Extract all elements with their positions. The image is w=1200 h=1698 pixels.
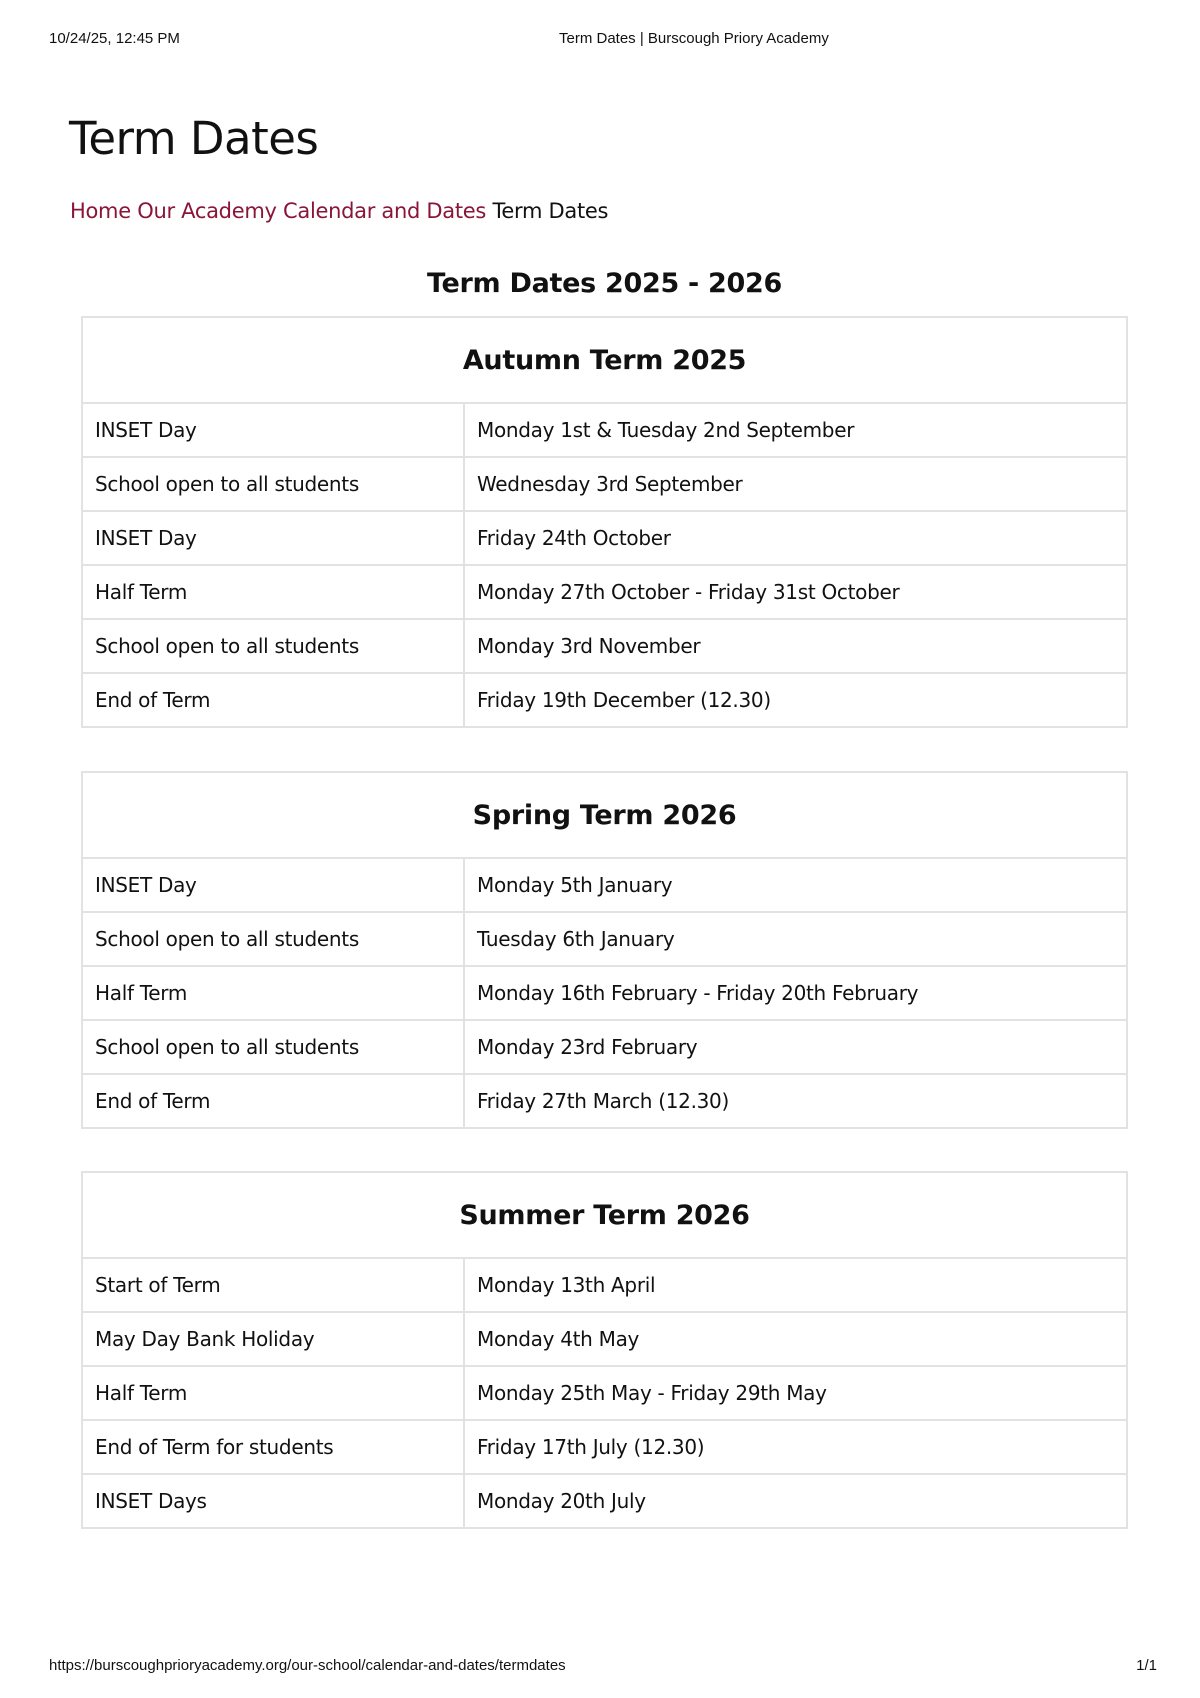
autumn-term-table <box>81 316 1128 728</box>
date-cell: Monday 1st & Tuesday 2nd September <box>464 403 1127 457</box>
date-cell: Monday 13th April <box>464 1258 1127 1312</box>
summer-term-table <box>81 1171 1128 1529</box>
date-cell: Friday 17th July (12.30) <box>464 1420 1127 1474</box>
table-row <box>82 1074 1127 1128</box>
breadcrumb-link-our-academy[interactable]: Our Academy <box>137 199 277 223</box>
breadcrumb <box>70 199 608 223</box>
print-header <box>49 30 1160 50</box>
table-row <box>82 457 1127 511</box>
date-cell: Friday 24th October <box>464 511 1127 565</box>
term-header-row <box>82 317 1127 403</box>
term-header-row <box>82 772 1127 858</box>
table-row <box>82 1020 1127 1074</box>
event-cell: May Day Bank Holiday <box>82 1312 464 1366</box>
event-cell: Half Term <box>82 565 464 619</box>
page-title: Term Dates <box>69 112 319 165</box>
event-cell: INSET Day <box>82 511 464 565</box>
date-cell: Tuesday 6th January <box>464 912 1127 966</box>
print-page-title: Term Dates | Burscough Priory Academy <box>559 30 829 47</box>
table-row <box>82 511 1127 565</box>
spring-term-table <box>81 771 1128 1129</box>
date-cell: Monday 23rd February <box>464 1020 1127 1074</box>
spring-term-title: Spring Term 2026 <box>82 772 1127 858</box>
date-cell: Wednesday 3rd September <box>464 457 1127 511</box>
breadcrumb-current: Term Dates <box>492 199 609 223</box>
date-cell: Monday 27th October - Friday 31st October <box>464 565 1127 619</box>
event-cell: INSET Day <box>82 403 464 457</box>
date-cell: Monday 20th July <box>464 1474 1127 1528</box>
event-cell: INSET Day <box>82 858 464 912</box>
event-cell: Half Term <box>82 966 464 1020</box>
date-cell: Monday 4th May <box>464 1312 1127 1366</box>
table-row <box>82 912 1127 966</box>
date-cell: Monday 25th May - Friday 29th May <box>464 1366 1127 1420</box>
event-cell: End of Term for students <box>82 1420 464 1474</box>
term-dates-heading: Term Dates 2025 - 2026 <box>426 268 782 299</box>
table-row <box>82 1420 1127 1474</box>
print-page-number: 1/1 <box>1136 1657 1157 1674</box>
date-cell: Friday 27th March (12.30) <box>464 1074 1127 1128</box>
table-row <box>82 966 1127 1020</box>
date-cell: Friday 19th December (12.30) <box>464 673 1127 727</box>
event-cell: School open to all students <box>82 1020 464 1074</box>
table-row <box>82 619 1127 673</box>
event-cell: Start of Term <box>82 1258 464 1312</box>
table-row <box>82 858 1127 912</box>
date-cell: Monday 16th February - Friday 20th February <box>464 966 1127 1020</box>
event-cell: INSET Days <box>82 1474 464 1528</box>
event-cell: End of Term <box>82 1074 464 1128</box>
table-row <box>82 565 1127 619</box>
event-cell: School open to all students <box>82 457 464 511</box>
table-row <box>82 673 1127 727</box>
print-datetime: 10/24/25, 12:45 PM <box>49 30 180 47</box>
date-cell: Monday 3rd November <box>464 619 1127 673</box>
table-row <box>82 1366 1127 1420</box>
table-row <box>82 1312 1127 1366</box>
date-cell: Monday 5th January <box>464 858 1127 912</box>
table-row <box>82 1474 1127 1528</box>
autumn-term-title: Autumn Term 2025 <box>82 317 1127 403</box>
event-cell: End of Term <box>82 673 464 727</box>
event-cell: Half Term <box>82 1366 464 1420</box>
summer-term-title: Summer Term 2026 <box>82 1172 1127 1258</box>
term-header-row <box>82 1172 1127 1258</box>
print-url: https://burscoughprioryacademy.org/our-school/calendar-and-dates/termdates <box>49 1657 566 1674</box>
table-row <box>82 403 1127 457</box>
breadcrumb-link-home[interactable]: Home <box>70 199 131 223</box>
event-cell: School open to all students <box>82 912 464 966</box>
breadcrumb-link-calendar[interactable]: Calendar and Dates <box>283 199 487 223</box>
table-row <box>82 1258 1127 1312</box>
event-cell: School open to all students <box>82 619 464 673</box>
